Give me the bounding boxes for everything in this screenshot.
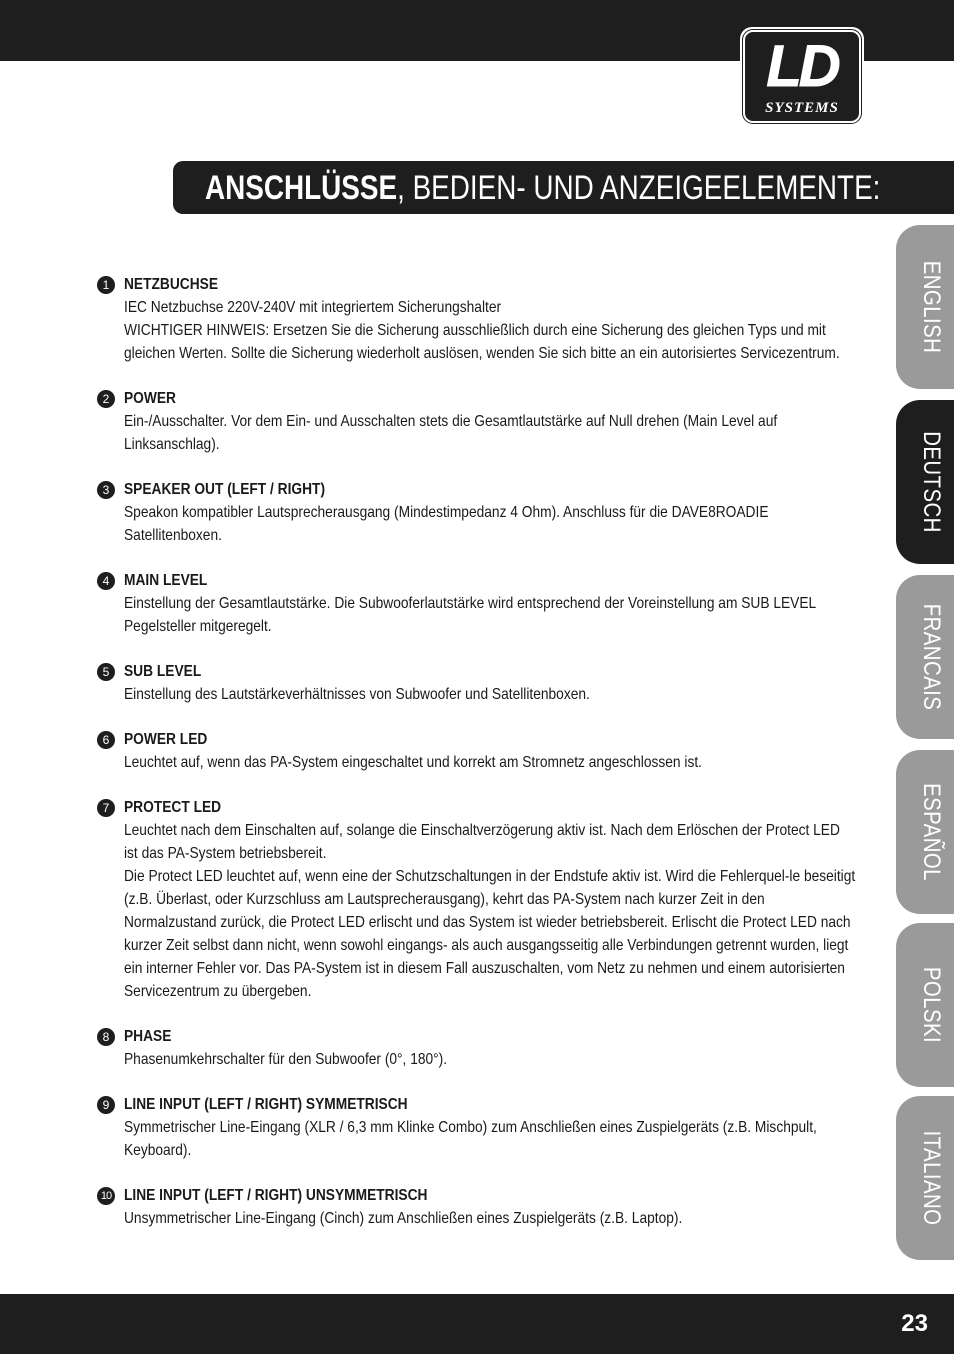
connections-list (97, 273, 857, 1252)
item-title: POWER (124, 390, 176, 407)
page-number: 23 (901, 1310, 928, 1337)
item-description: Leuchtet auf, wenn das PA-System eingeschaltet und korrekt am Stromnetz angeschlossen ist. (124, 754, 702, 771)
item-title: LINE INPUT (LEFT / RIGHT) SYMMETRISCH (124, 1096, 408, 1113)
item-description: WICHTIGER HINWEIS: Ersetzen Sie die Sicherung ausschließlich durch eine Sicherung des gleichen Typs und mit gleichen Werten. Sollte die Sicherung wiederholt auslösen, wenden Sie sich bitte an ein autorisiertes Servicezentrum. (124, 322, 840, 362)
list-item (97, 796, 857, 1003)
item-title: NETZBUCHSE (124, 276, 219, 293)
tab-francais-label: FRANCAIS (918, 603, 945, 711)
tab-espanol[interactable] (896, 750, 954, 914)
item-number-badge: 8 (97, 1028, 115, 1046)
bottom-bar (0, 1294, 954, 1354)
logo-badge (743, 30, 861, 123)
item-description: Einstellung der Gesamtlautstärke. Die Subwooferlautstärke wird entsprechend der Voreinstellung am SUB LEVEL Pegelsteller mitgeregelt. (124, 595, 816, 635)
tab-polski[interactable] (896, 923, 954, 1087)
list-item (97, 1184, 857, 1230)
item-title: MAIN LEVEL (124, 572, 208, 589)
item-number-badge: 9 (97, 1096, 115, 1114)
item-title: PROTECT LED (124, 799, 222, 816)
tab-deutsch[interactable] (896, 400, 954, 564)
item-number-badge: 10 (97, 1187, 115, 1205)
tab-english[interactable] (896, 225, 954, 389)
list-item (97, 273, 857, 365)
item-number-badge: 6 (97, 731, 115, 749)
item-description: Einstellung des Lautstärkeverhältnisses von Subwoofer und Satellitenboxen. (124, 686, 590, 703)
item-number-badge: 3 (97, 481, 115, 499)
tab-italiano[interactable] (896, 1096, 954, 1260)
list-item (97, 1093, 857, 1162)
item-description: Symmetrischer Line-Eingang (XLR / 6,3 mm Klinke Combo) zum Anschließen eines Zuspielgeräts (z.B. Mischpult, Keyboard). (124, 1119, 817, 1159)
item-number-badge: 7 (97, 799, 115, 817)
item-title: PHASE (124, 1028, 172, 1045)
list-item (97, 660, 857, 706)
item-title: SUB LEVEL (124, 663, 202, 680)
page-title (205, 170, 880, 206)
item-title: POWER LED (124, 731, 208, 748)
tab-english-label: ENGLISH (918, 260, 945, 354)
item-description: Ein-/Ausschalter. Vor dem Ein- und Ausschalten stets die Gesamtlautstärke auf Null drehen (Main Level auf Linksanschlag). (124, 413, 778, 453)
item-number-badge: 2 (97, 390, 115, 408)
list-item (97, 478, 857, 547)
logo-ld-text: LD (766, 34, 838, 99)
tab-espanol-label: ESPAÑOL (918, 783, 945, 881)
item-title: LINE INPUT (LEFT / RIGHT) UNSYMMETRISCH (124, 1187, 428, 1204)
item-description: Die Protect LED leuchtet auf, wenn eine der Schutzschaltungen in der Endstufe aktiv ist. Wird die Fehlerquel-le beseitigt (z.B. Überlast, oder Kurzschluss am Lautsprecherausgang), kehrt das PA-System nach kurzer Zeit in den Normalzustand zurück, die Protect LED erlischt und das System ist wieder betriebsbereit. Erlischt die Protect LED nach kurzer Zeit selbst dann nicht, wenn sowohl eingangs- als auch ausgangsseitig alle Verbindungen getrennt wurden, liegt ein interner Fehler vor. Das PA-System ist in diesem Fall auszuschalten, vom Netz zu nehmen und einem autorisierten Servicezentrum zu übergeben. (124, 868, 856, 1000)
item-description: Speakon kompatibler Lautsprecherausgang (Mindestimpedanz 4 Ohm). Anschluss für die DAVE8ROADIE Satellitenboxen. (124, 504, 769, 544)
item-description: IEC Netzbuchse 220V-240V mit integriertem Sicherungshalter (124, 299, 502, 316)
item-title: SPEAKER OUT (LEFT / RIGHT) (124, 481, 326, 498)
item-number-badge: 4 (97, 572, 115, 590)
tab-francais[interactable] (896, 575, 954, 739)
item-number-badge: 1 (97, 276, 115, 294)
tab-polski-label: POLSKI (918, 966, 945, 1044)
item-description: Unsymmetrischer Line-Eingang (Cinch) zum Anschließen eines Zuspielgeräts (z.B. Laptop). (124, 1210, 683, 1227)
item-number-badge: 5 (97, 663, 115, 681)
tab-italiano-label: ITALIANO (918, 1130, 945, 1226)
item-description: Leuchtet nach dem Einschalten auf, solange die Einschaltverzögerung aktiv ist. Nach dem Erlöschen der Protect LED ist das PA-System betriebsbereit. (124, 822, 840, 862)
tab-deutsch-label: DEUTSCH (918, 431, 945, 533)
list-item (97, 1025, 857, 1071)
ld-systems-logo (740, 27, 864, 126)
list-item (97, 387, 857, 456)
list-item (97, 728, 857, 774)
logo-systems-text: SYSTEMS (765, 100, 839, 116)
item-description: Phasenumkehrschalter für den Subwoofer (0°, 180°). (124, 1051, 448, 1068)
page-title-bold: ANSCHLÜSSE (205, 169, 398, 207)
section-header (173, 161, 954, 214)
list-item (97, 569, 857, 638)
page-title-rest: , BEDIEN- UND ANZEIGEELEMENTE: (397, 169, 881, 207)
